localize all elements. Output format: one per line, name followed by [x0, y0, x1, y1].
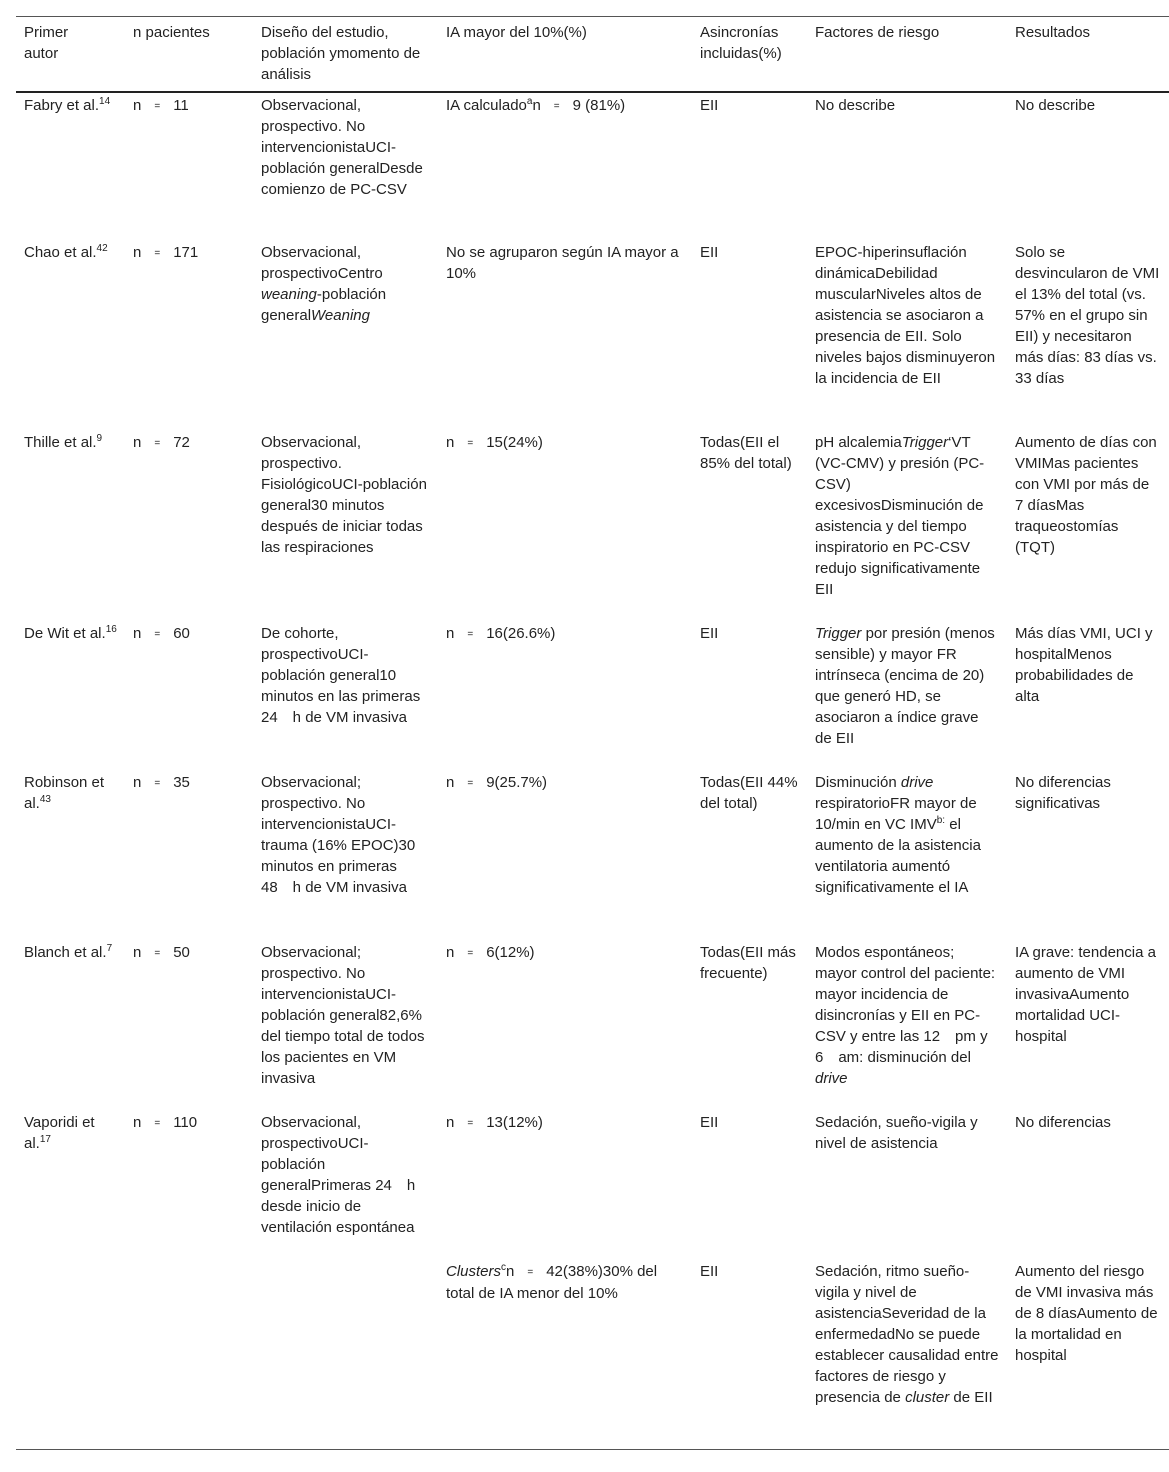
async-cell: Todas(EII 44% del total): [700, 774, 798, 812]
text-span: n: [446, 774, 455, 791]
author-cell: [16, 1259, 125, 1449]
n-cell: [125, 240, 253, 430]
text-span: Observacional, prospectivoCentro: [261, 244, 383, 282]
results-cell: Aumento del riesgo de VMI invasiva más de 8 díasAumento de la mortalidad en hospital: [1015, 1263, 1158, 1364]
superscript: 42: [96, 243, 108, 254]
superscript: 16: [105, 624, 117, 635]
text-span: 35: [173, 774, 190, 791]
text-span: n: [133, 625, 142, 642]
text-span: n: [133, 244, 142, 261]
n-cell: [125, 940, 253, 1110]
table-row: [16, 770, 1169, 940]
results-cell: IA grave: tendencia a aumento de VMI invasivaAumento mortalidad UCI-hospital: [1015, 944, 1156, 1045]
text-span: n: [133, 944, 142, 961]
text-span: =: [553, 101, 560, 112]
text-span: 50: [173, 944, 190, 961]
header-async: Asincronías incluidas(%): [700, 24, 782, 62]
italic-text: drive: [815, 1070, 848, 1087]
italic-text: Clusters: [446, 1263, 502, 1280]
design-cell: Observacional, prospectivo. FisiológicoUCI-población general30 minutos después de iniciar todas las respiraciones: [261, 434, 427, 556]
text-span: =: [154, 1118, 161, 1129]
italic-text: cluster: [905, 1389, 950, 1406]
text-span: =: [467, 1118, 474, 1129]
text-span: n: [133, 434, 142, 451]
text-span: =: [154, 248, 161, 259]
author-cell: [16, 940, 125, 1110]
superscript: 14: [99, 96, 111, 107]
text-span: 42(38%)30% del total de IA menor del 10%: [446, 1263, 658, 1302]
text-span: n: [532, 97, 541, 114]
ia-cell: No se agruparon según IA mayor a 10%: [446, 244, 679, 282]
italic-text: drive: [900, 774, 934, 791]
risk-cell: [807, 770, 1007, 940]
design-cell: Observacional, prospectivo. No intervencionistaUCI-población generalDesde comienzo de PC-CSV: [261, 97, 423, 198]
superscript: 7: [106, 943, 113, 954]
text-span: 9 (81%): [572, 97, 626, 114]
risk-cell: [807, 430, 1007, 621]
async-cell: Todas(EII el 85% del total): [700, 434, 792, 472]
text-span: respiratorioFR mayor de 10/min en VC IMV: [815, 795, 977, 833]
text-span: Modos espontáneos; mayor control del paciente: mayor incidencia de disincronías y EII en PC-CSV y entre las 12 pm y 6 am: disminución del: [815, 944, 996, 1066]
text-span: Thille et al.: [24, 434, 97, 451]
design-cell: Observacional; prospectivo. No intervencionistaUCI-trauma (16% EPOC)30 minutos en primeras 48 h de VM invasiva: [261, 774, 416, 896]
table-row: [16, 1259, 1169, 1449]
risk-cell: EPOC-hiperinsuflación dinámicaDebilidad muscularNiveles altos de asistencia se asociaron a presencia de EII. Solo niveles bajos disminuyeron la incidencia de EII: [815, 244, 996, 387]
text-span: Blanch et al.: [24, 944, 107, 961]
author-cell: [16, 1110, 125, 1259]
ia-cell: [438, 430, 692, 621]
text-span: n: [506, 1263, 515, 1280]
header-risk: Factores de riesgo: [815, 24, 940, 41]
superscript: 43: [39, 794, 51, 805]
header-author: Primer autor: [24, 24, 69, 62]
ia-cell: [438, 940, 692, 1110]
results-cell: Aumento de días con VMIMas pacientes con VMI por más de 7 díasMas traqueostomías (TQT): [1015, 434, 1157, 556]
text-span: n: [446, 1114, 455, 1131]
superscript: a: [526, 96, 533, 107]
text-span: n: [446, 625, 455, 642]
text-span: De Wit et al.: [24, 625, 106, 642]
ia-cell: [438, 621, 692, 770]
n-cell: [125, 770, 253, 940]
author-cell: [16, 621, 125, 770]
text-span: pH alcalemia: [815, 434, 902, 451]
ia-cell: [438, 1110, 692, 1259]
text-span: 13(12%): [486, 1114, 543, 1131]
text-span: =: [154, 629, 161, 640]
author-cell: [16, 240, 125, 430]
async-cell: EII: [700, 1114, 719, 1131]
text-span: 9(25.7%): [486, 774, 548, 791]
text-span: 11: [173, 97, 189, 114]
text-span: =: [467, 948, 474, 959]
italic-text: Trigger: [901, 434, 949, 451]
text-span: Sedación, ritmo sueño-vigila y nivel de asistenciaSeveridad de la enfermedadNo se puede establecer causalidad entre factores de riesgo y presencia de: [815, 1263, 999, 1406]
text-span: por presión (menos sensible) y mayor FR intrínseca (encima de 20) que generó HD, se asociaron a índice grave de EII: [815, 625, 995, 747]
author-cell: [16, 770, 125, 940]
header-results: Resultados: [1015, 24, 1091, 41]
table-row: [16, 621, 1169, 770]
n-cell: [125, 1259, 253, 1449]
italic-text: weaning: [261, 286, 317, 303]
async-cell: EII: [700, 97, 719, 114]
superscript: c: [501, 1262, 507, 1273]
text-span: 171: [173, 244, 199, 261]
results-cell: No diferencias significativas: [1015, 774, 1111, 812]
table-row: [16, 1110, 1169, 1259]
text-span: =: [467, 438, 474, 449]
superscript: 9: [96, 433, 103, 444]
text-span: 72: [173, 434, 190, 451]
text-span: n: [446, 434, 455, 451]
text-span: n: [133, 774, 142, 791]
ia-cell: [438, 92, 692, 240]
text-span: =: [467, 778, 474, 789]
text-span: 6(12%): [486, 944, 535, 961]
text-span: Fabry et al.: [24, 97, 100, 114]
text-span: n: [133, 97, 142, 114]
text-span: =: [154, 438, 161, 449]
text-span: =: [154, 778, 161, 789]
text-span: n: [446, 944, 455, 961]
ia-cell: [438, 1259, 692, 1449]
async-cell: Todas(EII más frecuente): [700, 944, 796, 982]
async-cell: EII: [700, 625, 719, 642]
text-span: =: [467, 629, 474, 640]
author-cell: [16, 430, 125, 621]
table-row: [16, 92, 1169, 240]
table-row: [16, 430, 1169, 621]
risk-cell: [807, 940, 1007, 1110]
text-span: =: [527, 1267, 534, 1278]
italic-text: Trigger: [815, 625, 862, 642]
design-cell: De cohorte, prospectivoUCI-población general10 minutos en las primeras 24 h de VM invasiva: [261, 625, 421, 726]
text-span: =: [154, 948, 161, 959]
risk-cell: [807, 621, 1007, 770]
n-cell: [125, 430, 253, 621]
risk-cell: Sedación, sueño-vigila y nivel de asistencia: [815, 1114, 978, 1152]
results-cell: No describe: [1015, 97, 1096, 114]
risk-cell: [807, 1259, 1007, 1449]
table-row: [16, 940, 1169, 1110]
header-row: [16, 17, 1169, 93]
results-cell: Solo se desvincularon de VMI el 13% del total (vs. 57% en el grupo sin EII) y necesitaron más días: 83 días vs. 33 días: [1015, 244, 1160, 387]
text-span: IA calculado: [446, 97, 527, 114]
design-cell: Observacional; prospectivo. No intervencionistaUCI-población general82,6% del tiempo total de todos los pacientes en VM invasiva: [261, 944, 425, 1087]
superscript: b:: [936, 815, 946, 826]
author-cell: [16, 92, 125, 240]
n-cell: [125, 92, 253, 240]
design-cell: [253, 1259, 438, 1449]
header-design: Diseño del estudio, población ymomento de análisis: [261, 24, 421, 83]
n-cell: [125, 1110, 253, 1259]
text-span: Robinson et al.: [24, 774, 105, 812]
risk-cell: No describe: [815, 97, 896, 114]
header-ia: IA mayor del 10%(%): [446, 24, 587, 41]
text-span: 110: [173, 1114, 198, 1131]
superscript: 17: [39, 1134, 51, 1145]
text-span: =: [154, 101, 161, 112]
text-span: 16(26.6%): [486, 625, 556, 642]
results-cell: No diferencias: [1015, 1114, 1111, 1131]
text-span: ‘VT (VC-CMV) y presión (PC-CSV) excesivosDisminución de asistencia y del tiempo inspiratorio en PC-CSV redujo significativamente EII: [815, 434, 985, 598]
n-cell: [125, 621, 253, 770]
text-span: 15(24%): [486, 434, 543, 451]
text-span: Chao et al.: [24, 244, 97, 261]
text-span: Vaporidi et al.: [24, 1114, 95, 1152]
ia-cell: [438, 770, 692, 940]
text-span: -población general: [261, 286, 387, 324]
data-table: [16, 16, 1169, 1450]
results-cell: Más días VMI, UCI y hospitalMenos probabilidades de alta: [1015, 625, 1153, 705]
design-cell: [253, 240, 438, 430]
italic-text: Weaning: [311, 307, 370, 324]
header-n: n pacientes: [133, 24, 210, 41]
text-span: 60: [173, 625, 190, 642]
text-span: de EII: [949, 1389, 993, 1406]
text-span: Disminución: [815, 774, 901, 791]
text-span: n: [133, 1114, 142, 1131]
design-cell: Observacional, prospectivoUCI-población generalPrimeras 24 h desde inicio de ventilación espontánea: [261, 1114, 416, 1236]
table-row: [16, 240, 1169, 430]
async-cell: EII: [700, 1263, 719, 1280]
text-span: el aumento de la asistencia ventilatoria aumentó significativamente el IA: [815, 816, 981, 896]
async-cell: EII: [700, 244, 719, 261]
